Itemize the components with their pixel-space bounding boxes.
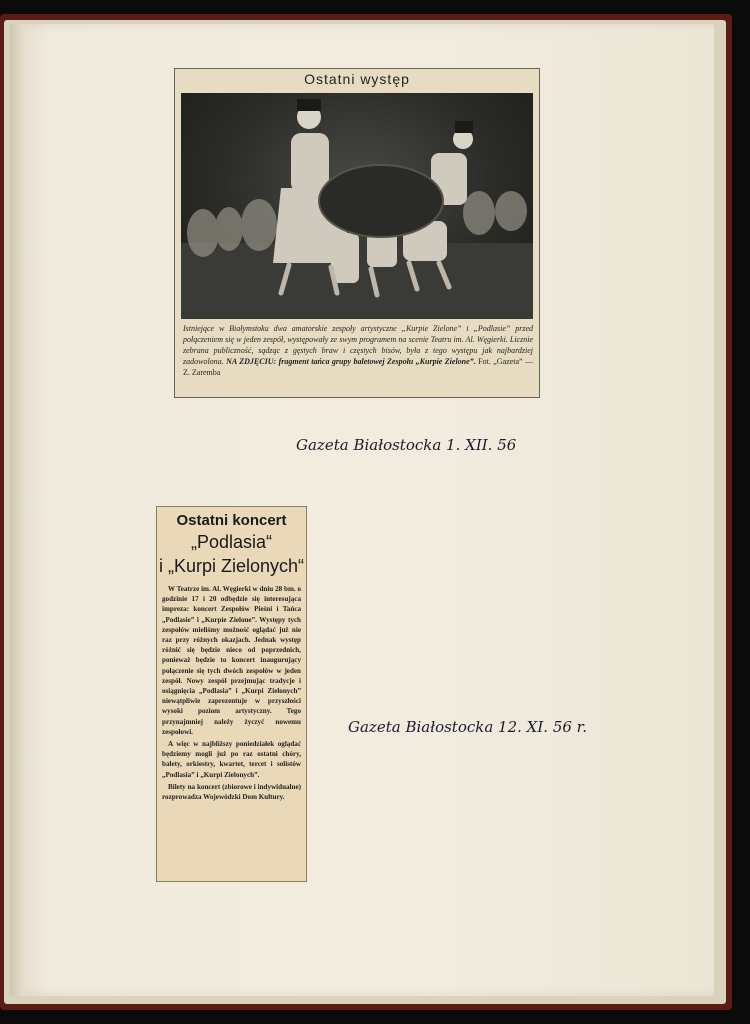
article-paragraph: Bilety na koncert (zbiorowe i indywidualne) rozprowadza Wojewódzki Dom Kultury. xyxy=(162,782,301,802)
dance-photo xyxy=(181,93,533,319)
clipping-top-headline: Ostatni występ xyxy=(304,71,410,87)
handwritten-note-top: Gazeta Białostocka 1. XII. 56 xyxy=(296,436,517,454)
page-binding xyxy=(10,24,24,996)
clipping-top-caption xyxy=(183,323,533,378)
clipping-bottom xyxy=(156,506,307,882)
photo-credit: Fot. „Gazeta” — Z. Zaremba xyxy=(183,357,534,377)
clipping-bottom-title: Ostatni koncert xyxy=(176,512,287,529)
clipping-bottom-subtitle-1: „Podlasia“ xyxy=(190,532,273,552)
photo-label: NA ZDJĘCIU: fragment tańca grupy baletowej Zespołu „Kurpie Zielone”. xyxy=(226,357,476,366)
article-paragraph: W Teatrze im. Al. Węgierki w dniu 28 bm. o godzinie 17 i 20 odbędzie się interesująca impreza: koncert Zespołów Pieśni i Tańca „Podlasie” i „Kurpie Zielone”. Występy tych zespołów mieliśmy możność oglądać już nie raz przy różnych okazjach. Jednak występ różnić się będzie nieco od poprzednich, ponieważ będzie to koncert inaugurujący połączenie się tych dwóch zespołów w jeden zespół. Nowy zespół przejmując tradycje i osiągnięcia „Podlasia” i „Kurpi Zielonych” niewątpliwie zaprezentuje w przyszłości wysoki poziom artystyczny. Tego przynajmniej należy życzyć nowemu zespołowi. xyxy=(162,585,301,736)
handwritten-note-bottom: Gazeta Białostocka 12. XI. 56 r. xyxy=(348,718,587,736)
caption-text: Istniejące w Białymstoku dwa amatorskie zespoły artystyczne „Kurpie Zielone” i „Podlasie” przed połączeniem się w jeden zespół, występowały ze swym programem na scenie Teatru im. Al. Węgierki. Licznie zebrana publiczność, sądząc z gęstych braw i częstych bisów, była z tego występu jak najbardziej zadowolona. xyxy=(183,324,533,366)
clipping-bottom-body xyxy=(157,578,306,802)
clipping-top xyxy=(174,68,540,398)
dance-photo-image xyxy=(181,93,533,319)
article-paragraph: A więc w najbliższy poniedziałek oglądać będziemy mogli już po raz ostatni chóry, balety, orkiestry, kwartet, tercet i solistów „Podlasia” i „Kurpi Zielonych”. xyxy=(162,740,301,779)
clipping-bottom-subtitle-2: i „Kurpi Zielonych“ xyxy=(158,556,305,576)
